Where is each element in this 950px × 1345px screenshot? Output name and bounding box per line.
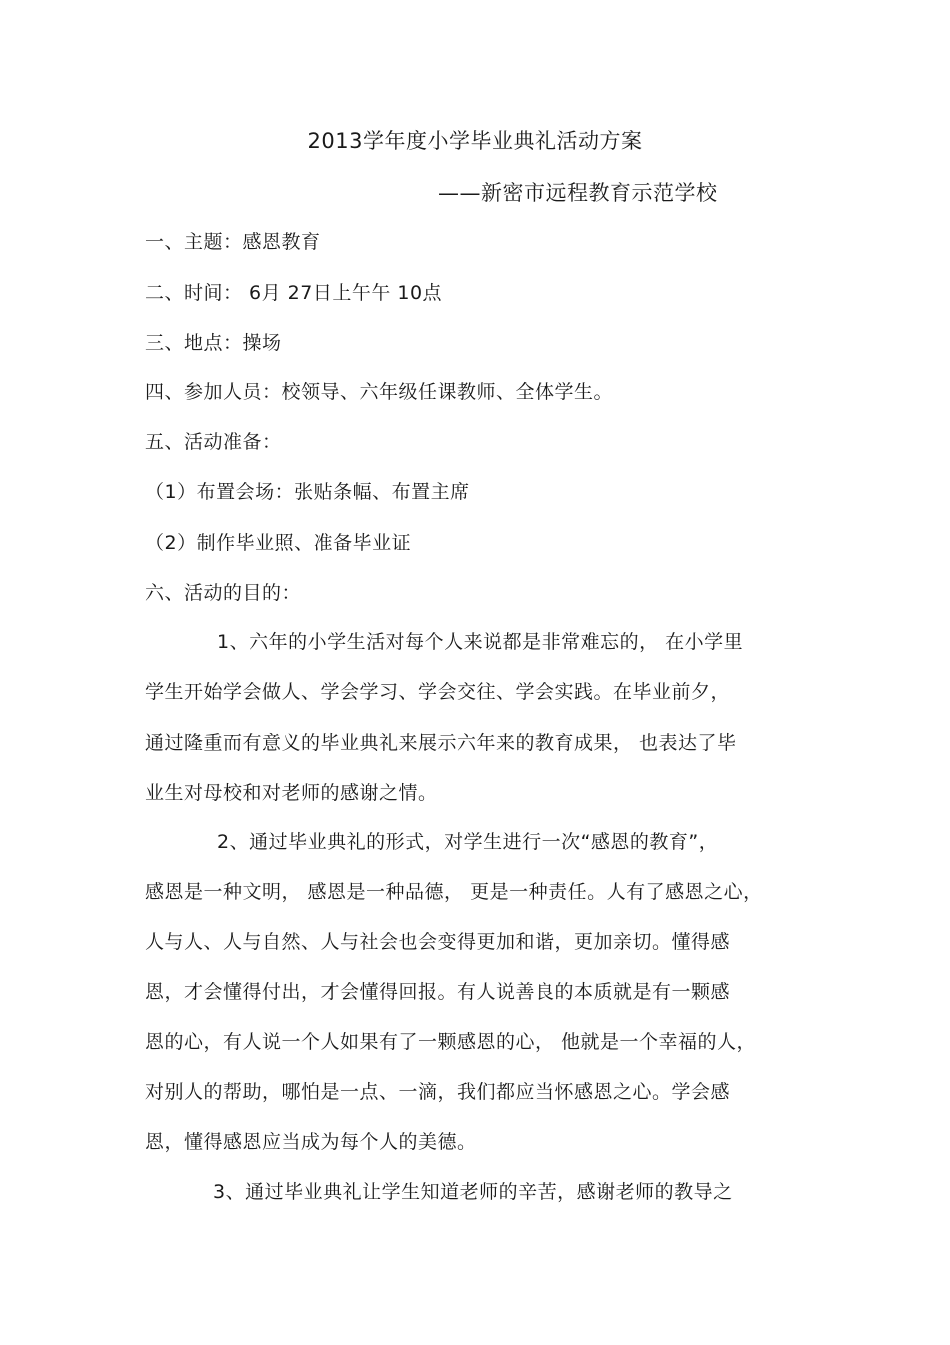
purpose-2-line-5: 恩的心，有人说一个人如果有了一颗感恩的心， 他就是一个幸福的人， bbox=[145, 1031, 757, 1053]
purpose-2-line-6: 对别人的帮助，哪怕是一点、一滴，我们都应当怀感恩之心。学会感 bbox=[145, 1081, 731, 1103]
section-preparation: 五、活动准备： bbox=[145, 431, 282, 453]
purpose-1-line-3: 通过隆重而有意义的毕业典礼来展示六年来的教育成果， 也表达了毕 bbox=[145, 732, 737, 754]
purpose-2-line-4: 恩，才会懂得付出，才会懂得回报。有人说善良的本质就是有一颗感 bbox=[145, 981, 731, 1003]
purpose-3-line-1: 3、通过毕业典礼让学生知道老师的辛苦，感谢老师的教导之 bbox=[213, 1181, 733, 1203]
section-time: 二、时间： 6月 27日上午午 10点 bbox=[145, 282, 443, 304]
preparation-item-1: （1）布置会场：张贴条幅、布置主席 bbox=[145, 481, 470, 503]
section-location: 三、地点：操场 bbox=[145, 332, 282, 354]
purpose-2-line-3: 人与人、人与自然、人与社会也会变得更加和谐，更加亲切。懂得感 bbox=[145, 931, 731, 953]
section-theme: 一、主题：感恩教育 bbox=[145, 231, 321, 253]
purpose-1-line-4: 业生对母校和对老师的感谢之情。 bbox=[145, 782, 438, 804]
purpose-2-line-1: 2、通过毕业典礼的形式，对学生进行一次“感恩的教育”， bbox=[217, 831, 719, 853]
document-title: 2013学年度小学毕业典礼活动方案 bbox=[307, 129, 643, 153]
section-participants: 四、参加人员：校领导、六年级任课教师、全体学生。 bbox=[145, 381, 614, 403]
section-purpose: 六、活动的目的： bbox=[145, 582, 302, 604]
preparation-item-2: （2）制作毕业照、准备毕业证 bbox=[145, 532, 412, 554]
document-subtitle: ——新密市远程教育示范学校 bbox=[438, 181, 718, 205]
purpose-1-line-2: 学生开始学会做人、学会学习、学会交往、学会实践。在毕业前夕， bbox=[145, 681, 731, 703]
purpose-2-line-7: 恩，懂得感恩应当成为每个人的美德。 bbox=[145, 1131, 477, 1153]
purpose-2-line-2: 感恩是一种文明， 感恩是一种品德， 更是一种责任。人有了感恩之心， bbox=[145, 881, 763, 903]
purpose-1-line-1: 1、六年的小学生活对每个人来说都是非常难忘的， 在小学里 bbox=[217, 631, 744, 653]
